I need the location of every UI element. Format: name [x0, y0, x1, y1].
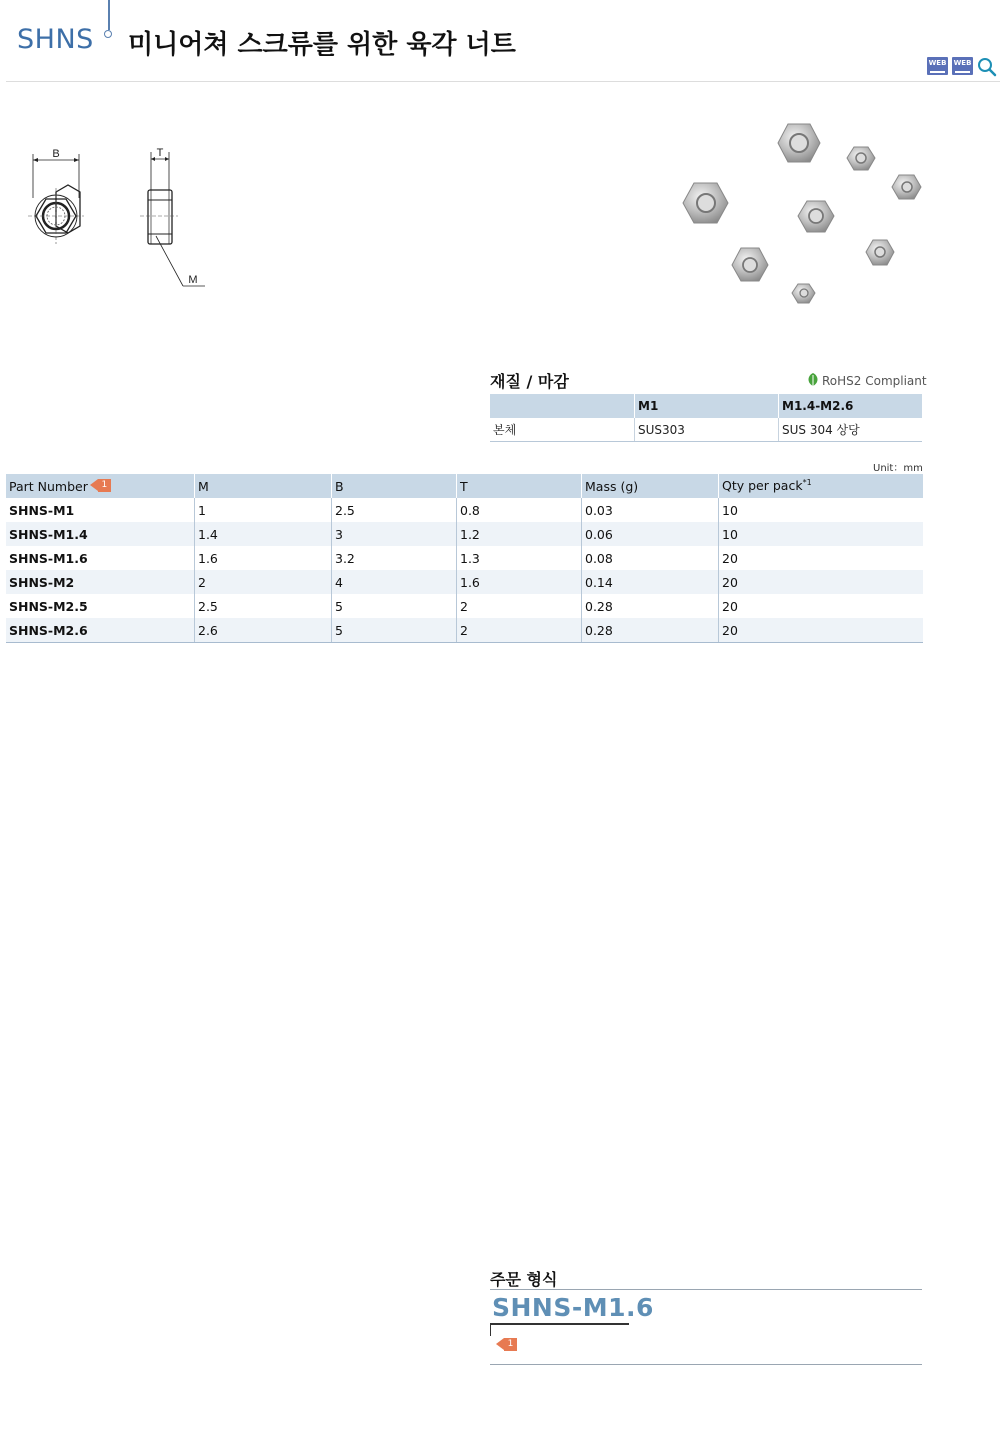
material-table: [490, 394, 922, 442]
order-code-tag: [496, 1338, 516, 1351]
part-number-cell[interactable]: SHNS-M2.6: [6, 618, 195, 643]
hex-nut-image: [866, 240, 894, 265]
order-format-title: 주문 형식: [490, 1270, 558, 1289]
header-m: M: [195, 474, 332, 498]
part-number-cell[interactable]: SHNS-M2: [6, 570, 195, 594]
product-code: SHNS: [17, 24, 94, 55]
table-row: [6, 546, 923, 570]
material-title: 재질 / 마감: [490, 372, 569, 391]
header-b: B: [332, 474, 457, 498]
table-cell: 1: [195, 498, 332, 522]
web-cad-icon[interactable]: [927, 57, 948, 75]
tag-number: 1: [98, 479, 111, 492]
hex-nut-image: [847, 147, 875, 170]
table-cell: 3.2: [332, 546, 457, 570]
table-cell: 4: [332, 570, 457, 594]
material-cell: SUS 304 상당: [779, 418, 923, 442]
table-cell: 2.6: [195, 618, 332, 643]
table-cell: 2: [457, 618, 582, 643]
part-number-cell[interactable]: SHNS-M1.6: [9, 550, 88, 566]
material-cell: 본체: [490, 418, 635, 442]
order-rule-bottom: [490, 1364, 922, 1365]
table-cell: 2: [457, 594, 582, 618]
hex-nut-image: [778, 124, 820, 162]
order-example-code: SHNS-M1.6: [492, 1293, 654, 1322]
header-rule: [6, 81, 1000, 82]
header-divider-dot: [104, 30, 112, 38]
material-header: M1.4-M2.6: [779, 394, 923, 418]
search-icon[interactable]: [977, 57, 997, 77]
header-qty: [719, 474, 924, 498]
table-cell: 2.5: [195, 594, 332, 618]
hex-nut-image: [732, 248, 768, 281]
header-divider-line: [108, 0, 110, 30]
table-cell: 0.06: [582, 522, 719, 546]
leaf-icon: [806, 372, 820, 388]
part-number-cell[interactable]: SHNS-M2.5: [9, 598, 88, 614]
part-number-cell[interactable]: SHNS-M1.4: [6, 522, 195, 546]
tag-number: 1: [504, 1338, 517, 1351]
material-header: [490, 394, 635, 418]
table-cell: 5: [332, 618, 457, 643]
table-cell: 3: [332, 522, 457, 546]
table-cell: 0.28: [582, 594, 719, 618]
table-row: [6, 618, 923, 643]
hex-nut-image: [798, 201, 834, 232]
order-code-tick: [490, 1324, 491, 1336]
product-photo: [670, 110, 940, 320]
table-cell: 20: [719, 570, 924, 594]
table-cell: 1.6: [195, 546, 332, 570]
footnote-mark: *1: [802, 478, 812, 488]
table-row: [6, 570, 923, 594]
table-cell: 10: [719, 498, 924, 522]
header-t: T: [457, 474, 582, 498]
table-cell: 2: [195, 570, 332, 594]
table-cell: 1.6: [457, 570, 582, 594]
material-header: M1: [635, 394, 779, 418]
table-cell: 0.14: [582, 570, 719, 594]
table-row: [6, 522, 923, 546]
dim-label-t: T: [156, 147, 164, 159]
header-label: Part Number: [9, 478, 88, 494]
part-number-cell[interactable]: SHNS-M1: [9, 502, 75, 518]
web-spec-icon[interactable]: [952, 57, 973, 75]
web-badge-label: WEB: [953, 59, 972, 67]
table-cell: 0.03: [582, 498, 719, 522]
order-rule-top: [490, 1289, 922, 1290]
dim-label-m: M: [188, 274, 198, 286]
rohs-label: RoHS2 Compliant: [822, 374, 927, 388]
web-badge-label: WEB: [928, 59, 947, 67]
page-title: 미니어쳐 스크류를 위한 육각 너트: [128, 30, 516, 60]
table-cell: 5: [332, 594, 457, 618]
table-cell: 20: [719, 546, 924, 570]
table-cell: 1.3: [457, 546, 582, 570]
table-cell: 0.8: [457, 498, 582, 522]
unit-label: Unit：mm: [873, 463, 923, 474]
table-cell: 10: [719, 522, 924, 546]
header-label: Qty per pack: [722, 478, 803, 494]
material-header-row: [490, 394, 922, 418]
table-cell: 1.2: [457, 522, 582, 546]
spec-table: [6, 474, 923, 643]
material-cell: SUS303: [635, 418, 779, 442]
hex-nut-image: [683, 183, 728, 223]
order-code-tag: [90, 479, 110, 492]
hex-nut-image: [892, 175, 921, 199]
table-cell: 20: [719, 594, 924, 618]
spec-header-row: [6, 474, 923, 498]
hex-nut-image: [792, 284, 815, 303]
table-cell: 0.08: [582, 546, 719, 570]
table-cell: 2.5: [332, 498, 457, 522]
table-row: [6, 498, 923, 522]
table-row: [6, 594, 923, 618]
rohs-badge: [806, 372, 927, 388]
dim-label-b: B: [52, 148, 60, 160]
material-row: [490, 418, 922, 442]
table-cell: 1.4: [195, 522, 332, 546]
order-code-underline: [490, 1323, 629, 1325]
table-cell: 20: [719, 618, 924, 643]
table-cell: 0.28: [582, 618, 719, 643]
header-mass: Mass (g): [582, 474, 719, 498]
dimension-drawing: [20, 140, 220, 295]
header-part-number: [6, 474, 195, 498]
